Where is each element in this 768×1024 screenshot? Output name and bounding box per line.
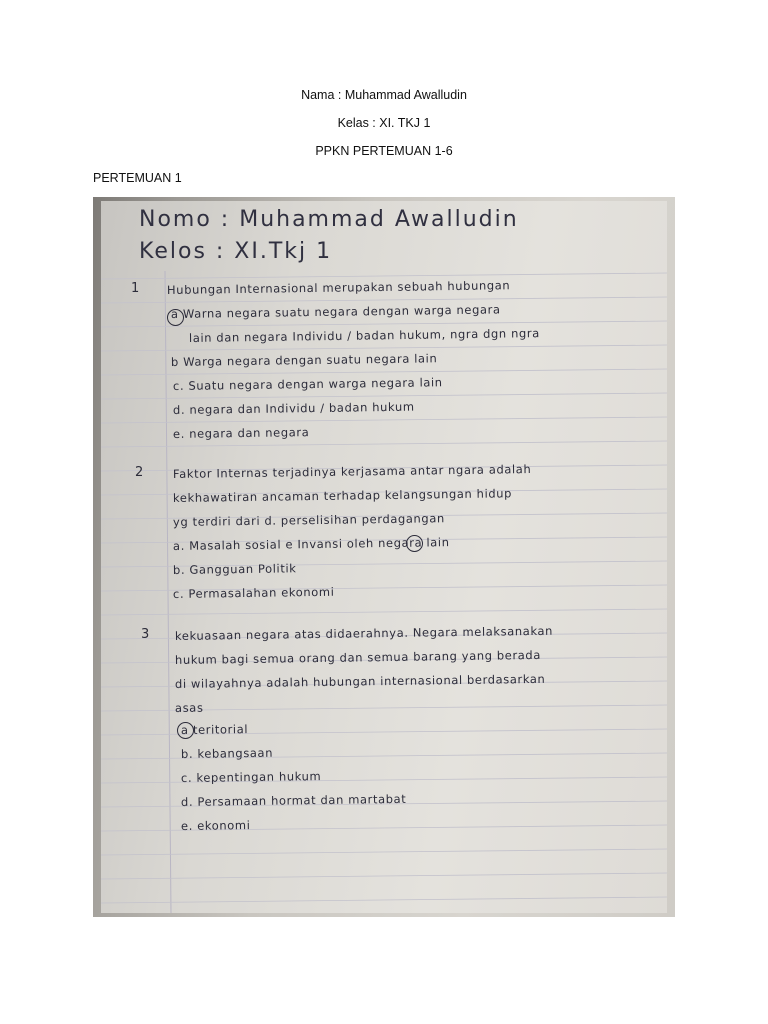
question-3-line: kekuasaan negara atas didaerahnya. Negara melaksanakan xyxy=(174,623,554,643)
question-1-line: b Warga negara dengan suatu negara lain xyxy=(170,351,438,369)
ruled-line xyxy=(101,417,667,423)
handwritten-name: Nomo : Muhammad Awalludin xyxy=(139,207,519,232)
question-number: 1 xyxy=(131,281,140,296)
ruled-line xyxy=(101,297,667,303)
ruled-line xyxy=(101,441,667,447)
question-1-line: c. Suatu negara dengan warga negara lain xyxy=(172,375,443,393)
ruled-line xyxy=(101,345,667,351)
question-3-line: asas xyxy=(174,700,204,715)
question-2-line: a. Masalah sosial e Invansi oleh negara lain xyxy=(172,535,450,553)
question-2-line: b. Gangguan Politik xyxy=(172,561,297,577)
question-2-line: Faktor Internas terjadinya kerjasama antar ngara adalah xyxy=(172,461,532,481)
question-3-line: c. kepentingan hukum xyxy=(180,769,322,785)
ruled-line xyxy=(101,897,667,903)
notebook-page xyxy=(101,201,667,913)
ruled-line xyxy=(101,393,667,399)
question-3-line: a teritorial xyxy=(180,722,249,737)
question-2-line: kekhawatiran ancaman terhadap kelangsungan hidup xyxy=(172,486,513,505)
ruled-line xyxy=(101,369,667,375)
question-3-line: hukum bagi semua orang dan semua barang yang berada xyxy=(174,647,542,667)
ruled-line xyxy=(101,873,667,879)
question-1-line: e. negara dan negara xyxy=(172,425,310,441)
ruled-line xyxy=(101,321,667,327)
question-1-line: Hubungan Internasional merupakan sebuah hubungan xyxy=(166,278,511,297)
ruled-line xyxy=(101,849,667,855)
question-number: 3 xyxy=(141,627,150,642)
question-2-line: yg terdiri dari d. perselisihan perdagangan xyxy=(172,511,445,529)
question-3-line: e. ekonomi xyxy=(180,818,251,833)
question-2-line: c. Permasalahan ekonomi xyxy=(172,584,335,601)
handwritten-class: Kelos : XI.Tkj 1 xyxy=(139,239,333,264)
handwritten-notebook-photo xyxy=(93,197,675,917)
student-class-heading: Kelas : XI. TKJ 1 xyxy=(337,116,431,130)
question-1-line: d. negara dan Individu / badan hukum xyxy=(172,399,415,417)
question-3-line: d. Persamaan hormat dan martabat xyxy=(180,791,407,809)
ruled-line xyxy=(101,273,667,279)
question-1-line: a Warna negara suatu negara dengan warga negara xyxy=(170,302,501,321)
ruled-line xyxy=(101,609,667,615)
subject-heading: PPKN PERTEMUAN 1-6 xyxy=(315,144,453,158)
question-1-line: lain dan negara Individu / badan hukum, ngra dgn ngra xyxy=(188,326,540,345)
question-3-line: di wilayahnya adalah hubungan internasional berdasarkan xyxy=(174,671,546,691)
student-name-heading: Nama : Muhammad Awalludin xyxy=(301,88,467,102)
question-3-line: b. kebangsaan xyxy=(180,745,274,761)
section-title: PERTEMUAN 1 xyxy=(93,171,182,185)
question-number: 2 xyxy=(135,465,144,480)
